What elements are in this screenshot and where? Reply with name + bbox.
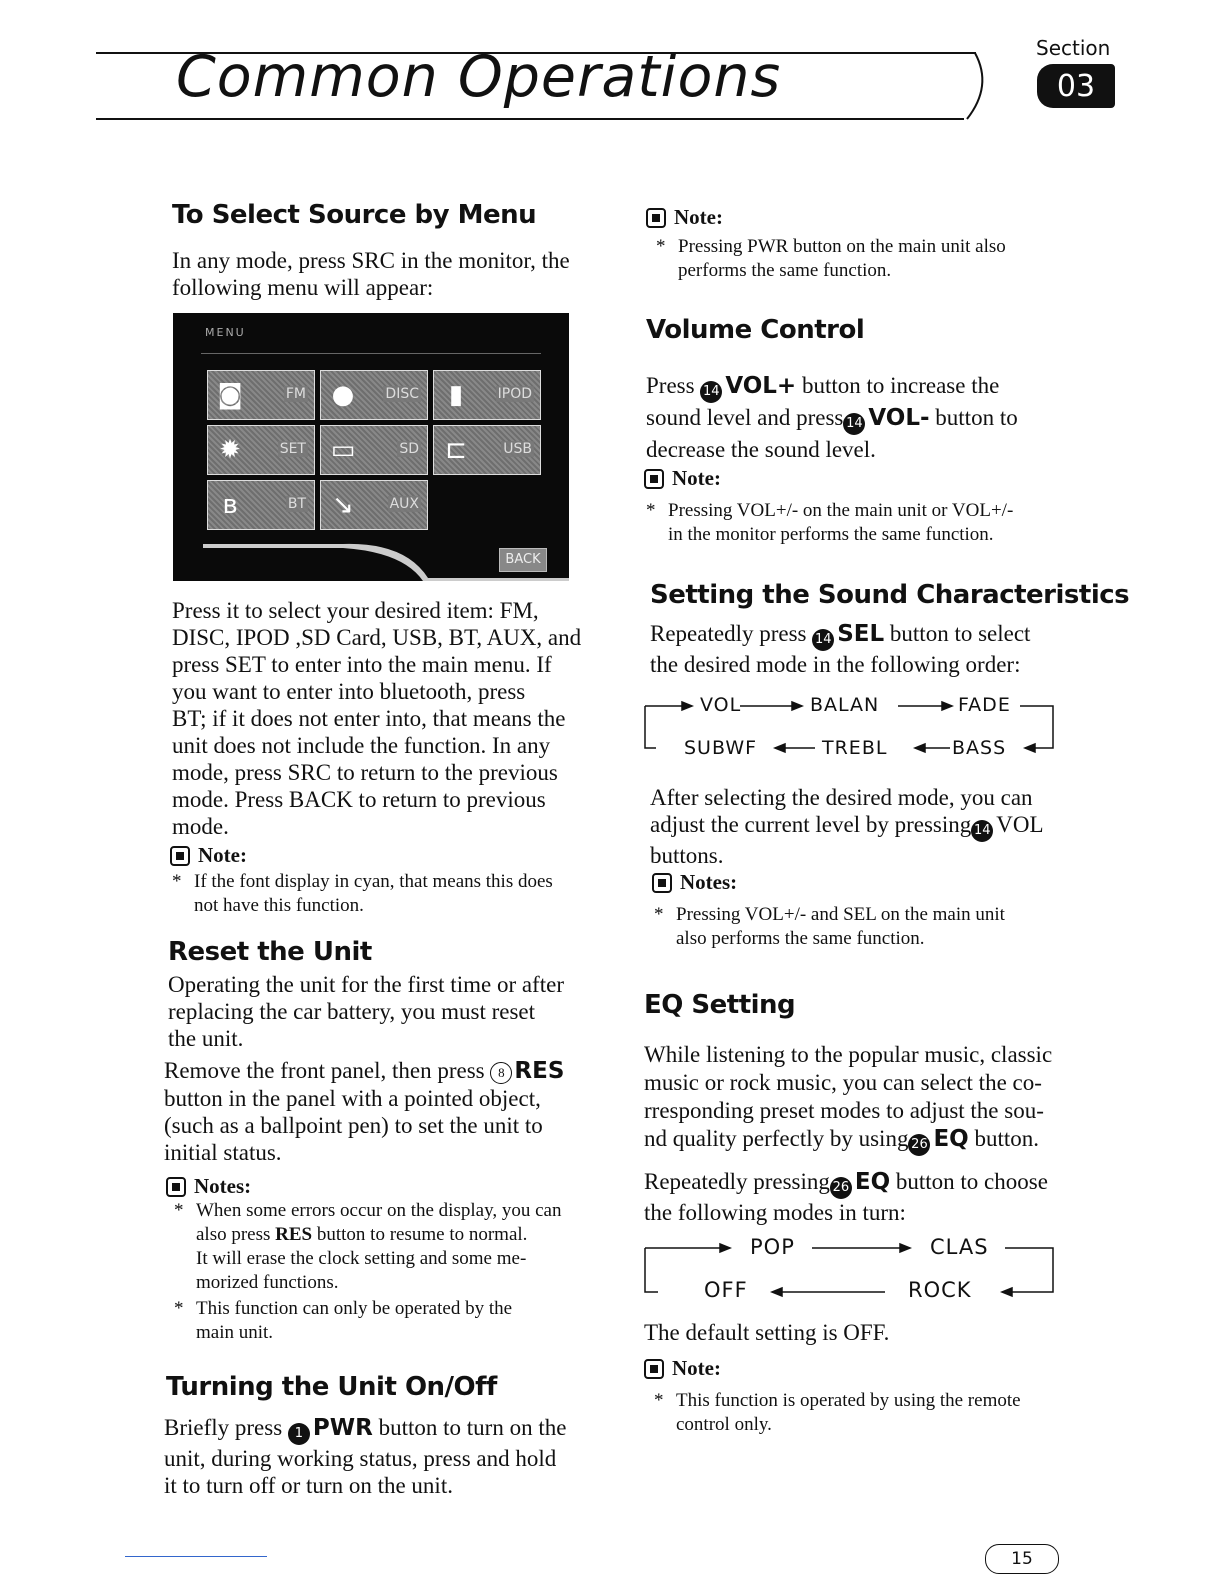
- heading-power: Turning the Unit On/Off: [166, 1372, 497, 1402]
- button-number-14: 14: [843, 413, 865, 435]
- notes-heading-sound: Notes:: [652, 870, 737, 895]
- menu-tile-set[interactable]: ✹ SET: [207, 425, 315, 475]
- note-heading-volume: Note:: [644, 466, 721, 491]
- note-icon: [644, 1359, 664, 1379]
- menu-tile-ipod[interactable]: ▮ IPOD: [433, 370, 541, 420]
- eq-paragraph-2: Repeatedly pressing 26 EQ button to choose the following modes in turn:: [644, 1169, 1048, 1225]
- eq-flow-arrows: [640, 1232, 1060, 1304]
- footer-rule: [125, 1556, 267, 1557]
- volume-paragraph: Press 14 VOL+ button to increase the sound level and press 14 VOL- button to decrease the sound level.: [646, 373, 1018, 462]
- note-icon: [652, 873, 672, 893]
- note-icon: [170, 846, 190, 866]
- note-heading-eq: Note:: [644, 1356, 721, 1381]
- button-number-14: 14: [971, 820, 993, 842]
- ipod-icon: ▮: [448, 380, 464, 410]
- usb-icon: ⊏: [445, 435, 467, 465]
- note-icon: [646, 208, 666, 228]
- page-title: Common Operations: [176, 44, 782, 110]
- section-badge: 03: [1037, 64, 1115, 108]
- notes-heading-reset: Notes:: [166, 1174, 251, 1199]
- reset-paragraph-1: Operating the unit for the first time or after replacing the car battery, you must reset the unit.: [168, 972, 564, 1051]
- button-number-14: 14: [700, 381, 722, 403]
- sound-paragraph: Repeatedly press 14 SEL button to select the desired mode in the following order:: [650, 621, 1031, 677]
- note-select-source: * If the font display in cyan, that means this does not have this function.: [172, 871, 553, 916]
- menu-divider: [201, 353, 541, 354]
- flow-subwf: SUBWF: [684, 737, 758, 759]
- button-number-8: 8: [490, 1062, 512, 1084]
- eq-flow-clas: CLAS: [930, 1235, 989, 1259]
- note-eq: * This function is operated by using the remote control only.: [654, 1390, 1021, 1435]
- menu-tile-aux[interactable]: ↘ AUX: [320, 480, 428, 530]
- sd-card-icon: ▭: [330, 435, 356, 465]
- radio-icon: ◙: [217, 380, 243, 410]
- heading-select-source: To Select Source by Menu: [172, 200, 537, 230]
- menu-label: MENU: [205, 326, 246, 339]
- section-label: Section: [1036, 36, 1111, 60]
- note-reset-2: * This function can only be operated by the main unit.: [174, 1298, 513, 1343]
- heading-reset: Reset the Unit: [168, 937, 372, 967]
- eq-flow-off: OFF: [704, 1278, 748, 1302]
- eq-default: The default setting is OFF.: [644, 1320, 890, 1345]
- select-source-description: Press it to select your desired item: FM, DISC, IPOD ,SD Card, USB, BT, AUX, and press SET to enter into the main menu. If you want to enter into bluetooth, press BT; if it does not enter into, that means the unit does not include the function. In any mode, press SRC to return to the previous mode. Press BACK to return to previous mode.: [172, 598, 582, 839]
- button-number-26: 26: [830, 1177, 852, 1199]
- heading-eq: EQ Setting: [644, 990, 796, 1020]
- page-number: 15: [985, 1544, 1059, 1574]
- eq-flow-rock: ROCK: [908, 1278, 972, 1302]
- note-heading-pwr: Note:: [646, 205, 723, 230]
- note-icon: [644, 469, 664, 489]
- menu-tile-usb[interactable]: ⊏ USB: [433, 425, 541, 475]
- gear-icon: ✹: [219, 435, 241, 465]
- select-source-intro: In any mode, press SRC in the monitor, the following menu will appear:: [172, 248, 570, 300]
- header-rule-bottom: [96, 118, 964, 120]
- reset-paragraph-2: Remove the front panel, then press 8 RES button in the panel with a pointed object, (such as a ballpoint pen) to set the unit to initial status.: [164, 1058, 565, 1165]
- eq-paragraph-1: While listening to the popular music, classic music or rock music, you can select the co- rresponding preset modes to adjust the sou- nd quality perfectly by using 26 EQ button.: [644, 1041, 1052, 1156]
- aux-cable-icon: ↘: [332, 490, 354, 520]
- disc-icon: ●: [331, 380, 355, 410]
- note-heading-select-source: Note:: [170, 843, 247, 868]
- sound-after-paragraph: After selecting the desired mode, you can adjust the current level by pressing 14 VOL buttons.: [650, 785, 1044, 868]
- menu-back-button[interactable]: BACK: [499, 548, 547, 572]
- flow-balan: BALAN: [810, 694, 880, 716]
- flow-trebl: TREBL: [822, 737, 888, 759]
- menu-tile-bt[interactable]: ʙ BT: [207, 480, 315, 530]
- eq-flow-pop: POP: [750, 1235, 795, 1259]
- heading-volume: Volume Control: [646, 315, 865, 345]
- power-paragraph: Briefly press 1 PWR button to turn on the unit, during working status, press and hold it to turn off or turn on the unit.: [164, 1415, 567, 1498]
- menu-tile-fm[interactable]: ◙ FM: [207, 370, 315, 420]
- bluetooth-icon: ʙ: [222, 490, 238, 520]
- flow-fade: FADE: [958, 694, 1011, 716]
- flow-vol: VOL: [700, 694, 742, 716]
- note-icon: [166, 1177, 186, 1197]
- note-pwr: * Pressing PWR button on the main unit also performs the same function.: [656, 236, 1006, 281]
- note-reset-1: * When some errors occur on the display, you can also press RES button to resume to normal. It will erase the clock setting and some me- morized functions.: [174, 1200, 562, 1293]
- menu-tile-sd[interactable]: ▭ SD: [320, 425, 428, 475]
- button-number-1: 1: [288, 1423, 310, 1445]
- menu-tile-disc[interactable]: ● DISC: [320, 370, 428, 420]
- note-volume: * Pressing VOL+/- on the main unit or VOL+/- in the monitor performs the same function.: [646, 500, 1014, 545]
- button-number-26: 26: [908, 1134, 930, 1156]
- button-number-14: 14: [812, 629, 834, 651]
- menu-screenshot: [173, 313, 569, 581]
- flow-bass: BASS: [952, 737, 1007, 759]
- header-bracket: [955, 50, 995, 122]
- note-sound: * Pressing VOL+/- and SEL on the main unit also performs the same function.: [654, 904, 1005, 949]
- heading-sound: Setting the Sound Characteristics: [650, 580, 1130, 610]
